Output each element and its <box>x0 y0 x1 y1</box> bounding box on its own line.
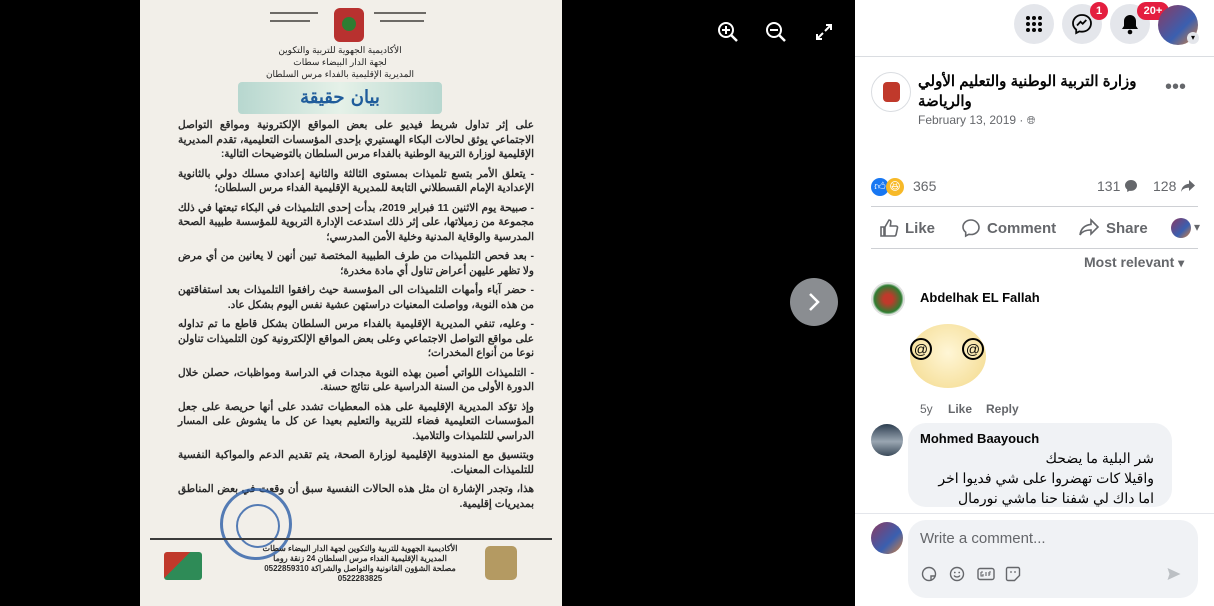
document-paragraph: هذا، وتجدر الإشارة ان مثل هذه الحالات النفسية سبق أن وقعت في بعض المناطق بمديريات إقليمية. <box>178 483 534 510</box>
fullscreen-icon[interactable] <box>810 18 838 46</box>
page-name[interactable]: وزارة التربية الوطنية والتعليم الأولي والرياضة <box>918 73 1137 110</box>
page-avatar[interactable] <box>871 72 911 112</box>
academy-logo <box>485 546 517 580</box>
header-line: المديرية الإقليمية بالفداء مرس السلطان <box>265 69 415 79</box>
comment-button[interactable] <box>961 218 1056 238</box>
comment-text <box>914 448 1154 508</box>
share-button[interactable] <box>1078 218 1148 238</box>
haha-reaction-icon: 😆︎ <box>886 178 904 196</box>
post-date-row <box>918 113 1036 128</box>
comment-reply-button[interactable]: Reply <box>986 402 1019 416</box>
reaction-count[interactable]: 365 <box>913 178 937 194</box>
comment-bubble <box>908 423 1172 507</box>
footer-line-text: المديرية الإقليمية الفداء مرس السلطان 24 زنقة روما <box>273 554 447 563</box>
emoji-icon[interactable] <box>949 566 965 582</box>
document-banner: بيان حقيقة <box>238 82 442 114</box>
letterhead-line <box>270 12 318 14</box>
sticker-icon[interactable] <box>921 566 937 582</box>
ministry-logo <box>164 552 202 580</box>
like-label: Like <box>905 219 936 237</box>
comment-count[interactable] <box>1097 178 1138 194</box>
letterhead-line <box>270 20 310 22</box>
thumbs-up-icon <box>879 218 899 238</box>
letterhead-line <box>374 12 426 14</box>
comment-line: واقيلا كات تهضروا على شي فديوا اخر <box>938 470 1154 486</box>
footer-divider <box>150 538 552 540</box>
document-paragraph: - التلميذات اللواتي أصبن بهذه النوبة مجدات في الدراسة ومواظبات، حصلن خلال الدورة الأولى من السنة الدراسية على نتائج حسنة. <box>178 366 534 393</box>
gif-icon[interactable] <box>977 566 993 582</box>
document-photo <box>140 0 562 606</box>
reaction-avatar[interactable] <box>1171 218 1191 238</box>
zoom-out-icon[interactable] <box>762 18 790 46</box>
comment-bubble-icon <box>1124 179 1138 193</box>
document-paragraph: - حضر آباء وأمهات التلميذات الى المؤسسة حيث رافقوا التلميذات بعد استفاقتهن من هذه النوبة، وواصلت المعنيات دراستهن عشية نفس اليوم بشكل عاد. <box>178 284 534 311</box>
chevron-down-icon: ▾ <box>1178 256 1185 270</box>
comment-line: اما داك لي شفنا حنا ماشي نورمال <box>957 490 1154 506</box>
comment-sort-dropdown[interactable] <box>1084 254 1184 270</box>
share-count[interactable] <box>1153 178 1196 194</box>
sticker-pack-icon[interactable] <box>1005 566 1021 582</box>
footer-line-text: الأكاديمية الجهوية للتربية والتكوين لجهة الدار البيضاء سطات <box>262 544 458 553</box>
zoom-in-icon[interactable] <box>714 18 742 46</box>
document-body <box>178 118 534 508</box>
messenger-badge: 1 <box>1090 2 1108 20</box>
comment-age[interactable]: 5y <box>920 402 933 416</box>
more-icon[interactable]: ••• <box>1165 76 1187 98</box>
chevron-down-icon[interactable]: ▾ <box>1187 32 1199 44</box>
document-paragraph: - يتعلق الأمر بتسع تلميذات بمستوى الثالثة والثانية إعدادي مسلك دولي بالثانوية الإعدادية الإمام القسطلاني التابعة للمديرية الإقليمية الفداء مرس السلطان؛ <box>178 167 534 194</box>
share-icon <box>1078 218 1100 238</box>
avatar[interactable] <box>871 522 903 554</box>
morocco-emblem <box>334 8 364 42</box>
header-line: لجهة الدار البيضاء سطات <box>293 57 387 67</box>
grid-menu-icon <box>1024 14 1044 34</box>
document-paragraph: وبتنسيق مع المندوبية الإقليمية لوزارة الصحة، يتم تقديم الدعم والمواكبة النفسية للتلميذات المعنيات. <box>178 449 534 476</box>
reaction-icons[interactable] <box>871 177 904 196</box>
document-letterhead <box>270 6 430 48</box>
sticker-eye: @ <box>962 338 984 360</box>
chevron-down-icon[interactable]: ▾ <box>1194 220 1201 234</box>
document-paragraph: وإذ تؤكد المديرية الإقليمية على هذه المعطيات تشدد على أنها حريصة على جعل المؤسسات التعليمية فضاء للتربية والتعليم بعيدا عن كل ما يشوش على المسار الدراسي للتلميذات والتلاميذ. <box>178 400 534 442</box>
next-photo-button[interactable] <box>790 278 838 326</box>
avatar[interactable] <box>871 424 903 456</box>
share-label: Share <box>1106 219 1148 237</box>
share-count-value: 128 <box>1153 178 1177 194</box>
comment-composer[interactable] <box>908 520 1198 598</box>
send-icon[interactable] <box>1166 566 1182 582</box>
header-line: الأكاديمية الجهوية للتربية والتكوين <box>278 45 402 55</box>
document-paragraph: - وعليه، تنفي المديرية الإقليمية بالفداء مرس السلطان بشكل قاطع ما تم تداوله على مواقع التواصل الاجتماعي وعلى بعض المواقع الإلكترونية كون التلميذات تناولن نوعا من أنواع المخدرات؛ <box>178 318 534 359</box>
document-paragraph: - صبيحة يوم الاثنين 11 فبراير 2019، بدأت إحدى التلميذات في البكاء تبعتها في ذلك مجموعة من زميلاتها، على إثر ذلك استدعت الإدارة التربوية للمؤسسة طبيبة الصحة المدرسية والوقاية المدنية وخلية الأمن المدرسي؛ <box>178 201 535 243</box>
divider <box>871 206 1198 207</box>
share-arrow-icon <box>1180 179 1196 193</box>
comment-icon <box>961 218 981 238</box>
top-bar <box>855 0 1214 57</box>
document-footer <box>250 544 470 584</box>
chevron-right-icon <box>806 291 822 313</box>
divider <box>871 248 1198 249</box>
messenger-icon <box>1071 13 1093 35</box>
comment-input[interactable]: Write a comment... <box>920 530 1046 547</box>
comment-count-value: 131 <box>1097 178 1121 194</box>
divider <box>855 513 1214 514</box>
document-paragraph: على إثر تداول شريط فيديو على بعض المواقع الإلكترونية ومواقع التواصل الاجتماعي يوثق لحالات البكاء الهستيري بإحدى المؤسسات التعليمية، تقدم المديرية الإقليمية لوزارة التربية الوطنية بالفداء مرس السلطان بالتوضيحات التالية: <box>178 119 534 160</box>
comment-author[interactable]: Mohmed Baayouch <box>920 431 1040 446</box>
post-panel <box>855 0 1214 606</box>
sort-label: Most relevant <box>1084 254 1175 270</box>
menu-button[interactable] <box>1014 4 1054 44</box>
sticker-eye: @ <box>910 338 932 360</box>
comment-author[interactable]: Abdelhak EL Fallah <box>920 290 1040 305</box>
bell-icon <box>1120 13 1140 35</box>
notifications-badge: 20+ <box>1137 2 1169 20</box>
globe-icon: 🌐︎ <box>1026 115 1036 127</box>
comment-like-button[interactable]: Like <box>948 402 973 416</box>
post-date[interactable]: February 13, 2019 · <box>918 113 1027 127</box>
comment-label: Comment <box>987 219 1057 237</box>
like-button[interactable] <box>879 218 935 238</box>
letterhead-line <box>380 20 424 22</box>
document-paragraph: - بعد فحص التلميذات من طرف الطبيبة المختصة تبين أنهن لا يعانين من أي مرض ولا تظهر عليهن أعراض تناول أي مادة مخدرة؛ <box>178 250 534 277</box>
like-reaction-icon: 👍︎ <box>871 178 889 196</box>
comment-line: شر البلية ما يضحك <box>1045 450 1154 466</box>
document-header <box>220 44 460 80</box>
nerd-glasses-sticker <box>910 324 986 388</box>
footer-line-text: مصلحة الشؤون القانونية والتواصل والشراكة 0522859310 0522283825 <box>264 564 456 583</box>
avatar[interactable] <box>871 282 905 316</box>
